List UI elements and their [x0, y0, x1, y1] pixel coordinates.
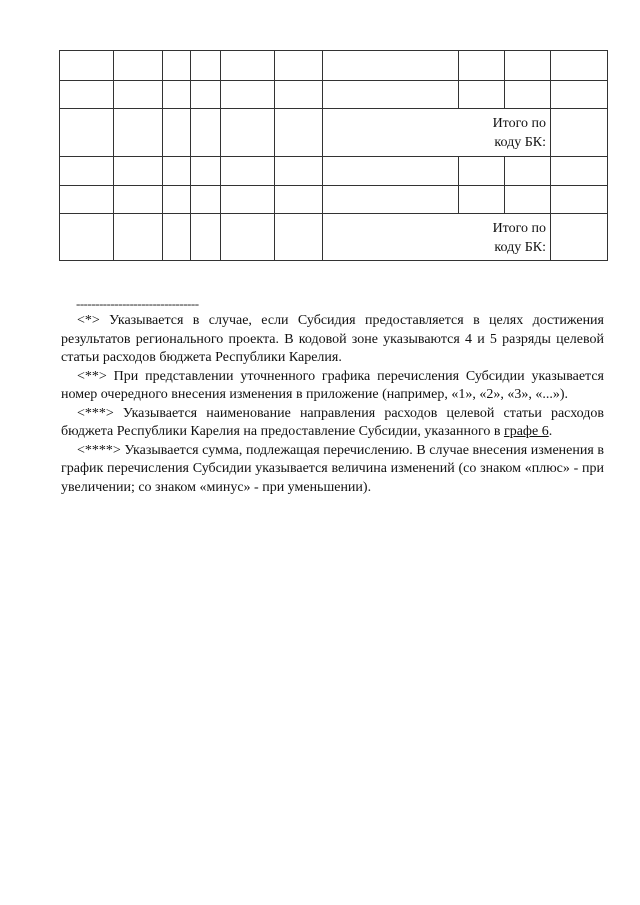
table-cell [114, 51, 163, 81]
footnote-4: <****> Указывается сумма, подлежащая перечислению. В случае внесения изменения в график перечисления Субсидии указывается величина изменений (со знаком «плюс» - при увеличении; со знаком «минус» - при уменьшении). [61, 442, 604, 495]
table-cell [505, 81, 551, 109]
table-cell [191, 51, 221, 81]
table-cell [191, 157, 221, 186]
table-cell [505, 186, 551, 214]
footnotes [61, 312, 604, 497]
footnote-3 [61, 405, 604, 442]
total-by-bk-label [323, 109, 551, 157]
footnote-3-end: . [548, 424, 553, 439]
total-by-bk-label [323, 214, 551, 261]
table-cell [275, 186, 323, 214]
table-cell [163, 186, 191, 214]
table-cell [60, 214, 114, 261]
table-cell [323, 186, 459, 214]
footnote-separator: -------------------------------- [76, 296, 199, 311]
table-row [60, 51, 608, 81]
table-cell [163, 51, 191, 81]
table-cell [551, 186, 608, 214]
table-cell [459, 157, 505, 186]
table-cell [191, 214, 221, 261]
total-label-line2: коду БК: [494, 240, 546, 255]
table-cell [60, 157, 114, 186]
table-cell [114, 214, 163, 261]
table-cell [114, 186, 163, 214]
table-cell [551, 157, 608, 186]
table-cell [275, 109, 323, 157]
table-cell [221, 81, 275, 109]
table-cell [163, 109, 191, 157]
total-value-cell [551, 109, 608, 157]
table-cell [191, 81, 221, 109]
total-label-line1: Итого по [492, 116, 546, 131]
footnote-1: <*> Указывается в случае, если Субсидия предоставляется в целях достижения результатов регионального проекта. В кодовой зоне указываются 4 и 5 разряды целевой статьи расходов бюджета Республики Карелия. [61, 313, 604, 365]
table-cell [191, 186, 221, 214]
table-cell [163, 157, 191, 186]
table-row [60, 81, 608, 109]
footnote-3-text: <***> Указывается наименование направления расходов целевой статьи расходов бюджета Республики Карелия на предоставление Субсидии, указанного в [61, 405, 604, 439]
table-cell [275, 214, 323, 261]
table-cell [275, 81, 323, 109]
table-cell [323, 81, 459, 109]
table-row [60, 109, 608, 157]
table-cell [114, 157, 163, 186]
table-cell [221, 51, 275, 81]
table-cell [60, 81, 114, 109]
table-cell [275, 157, 323, 186]
table-cell [114, 109, 163, 157]
table-cell [505, 157, 551, 186]
table-cell [221, 214, 275, 261]
table-cell [163, 214, 191, 261]
total-label-line2: коду БК: [494, 135, 546, 150]
table-cell [191, 109, 221, 157]
table-cell [114, 81, 163, 109]
table-cell [221, 157, 275, 186]
table-cell [60, 186, 114, 214]
grafa-6-link[interactable]: графе 6 [503, 424, 549, 439]
table-cell [323, 157, 459, 186]
table-cell [275, 51, 323, 81]
table-row [60, 157, 608, 186]
table-cell [60, 109, 114, 157]
table-cell [323, 51, 459, 81]
table-cell [163, 81, 191, 109]
table-cell [221, 109, 275, 157]
table-cell [459, 81, 505, 109]
table-cell [459, 186, 505, 214]
table-cell [459, 51, 505, 81]
table-row [60, 214, 608, 261]
footnote-2: <**> При представлении уточненного графика перечисления Субсидии указывается номер очередного внесения изменения в приложение (например, «1», «2», «3», «...»). [61, 368, 604, 402]
table-cell [551, 51, 608, 81]
table-cell [551, 81, 608, 109]
table-cell [60, 51, 114, 81]
transfer-schedule-table [59, 50, 608, 261]
table-row [60, 186, 608, 214]
total-value-cell [551, 214, 608, 261]
table-cell [505, 51, 551, 81]
table-cell [221, 186, 275, 214]
total-label-line1: Итого по [492, 221, 546, 236]
